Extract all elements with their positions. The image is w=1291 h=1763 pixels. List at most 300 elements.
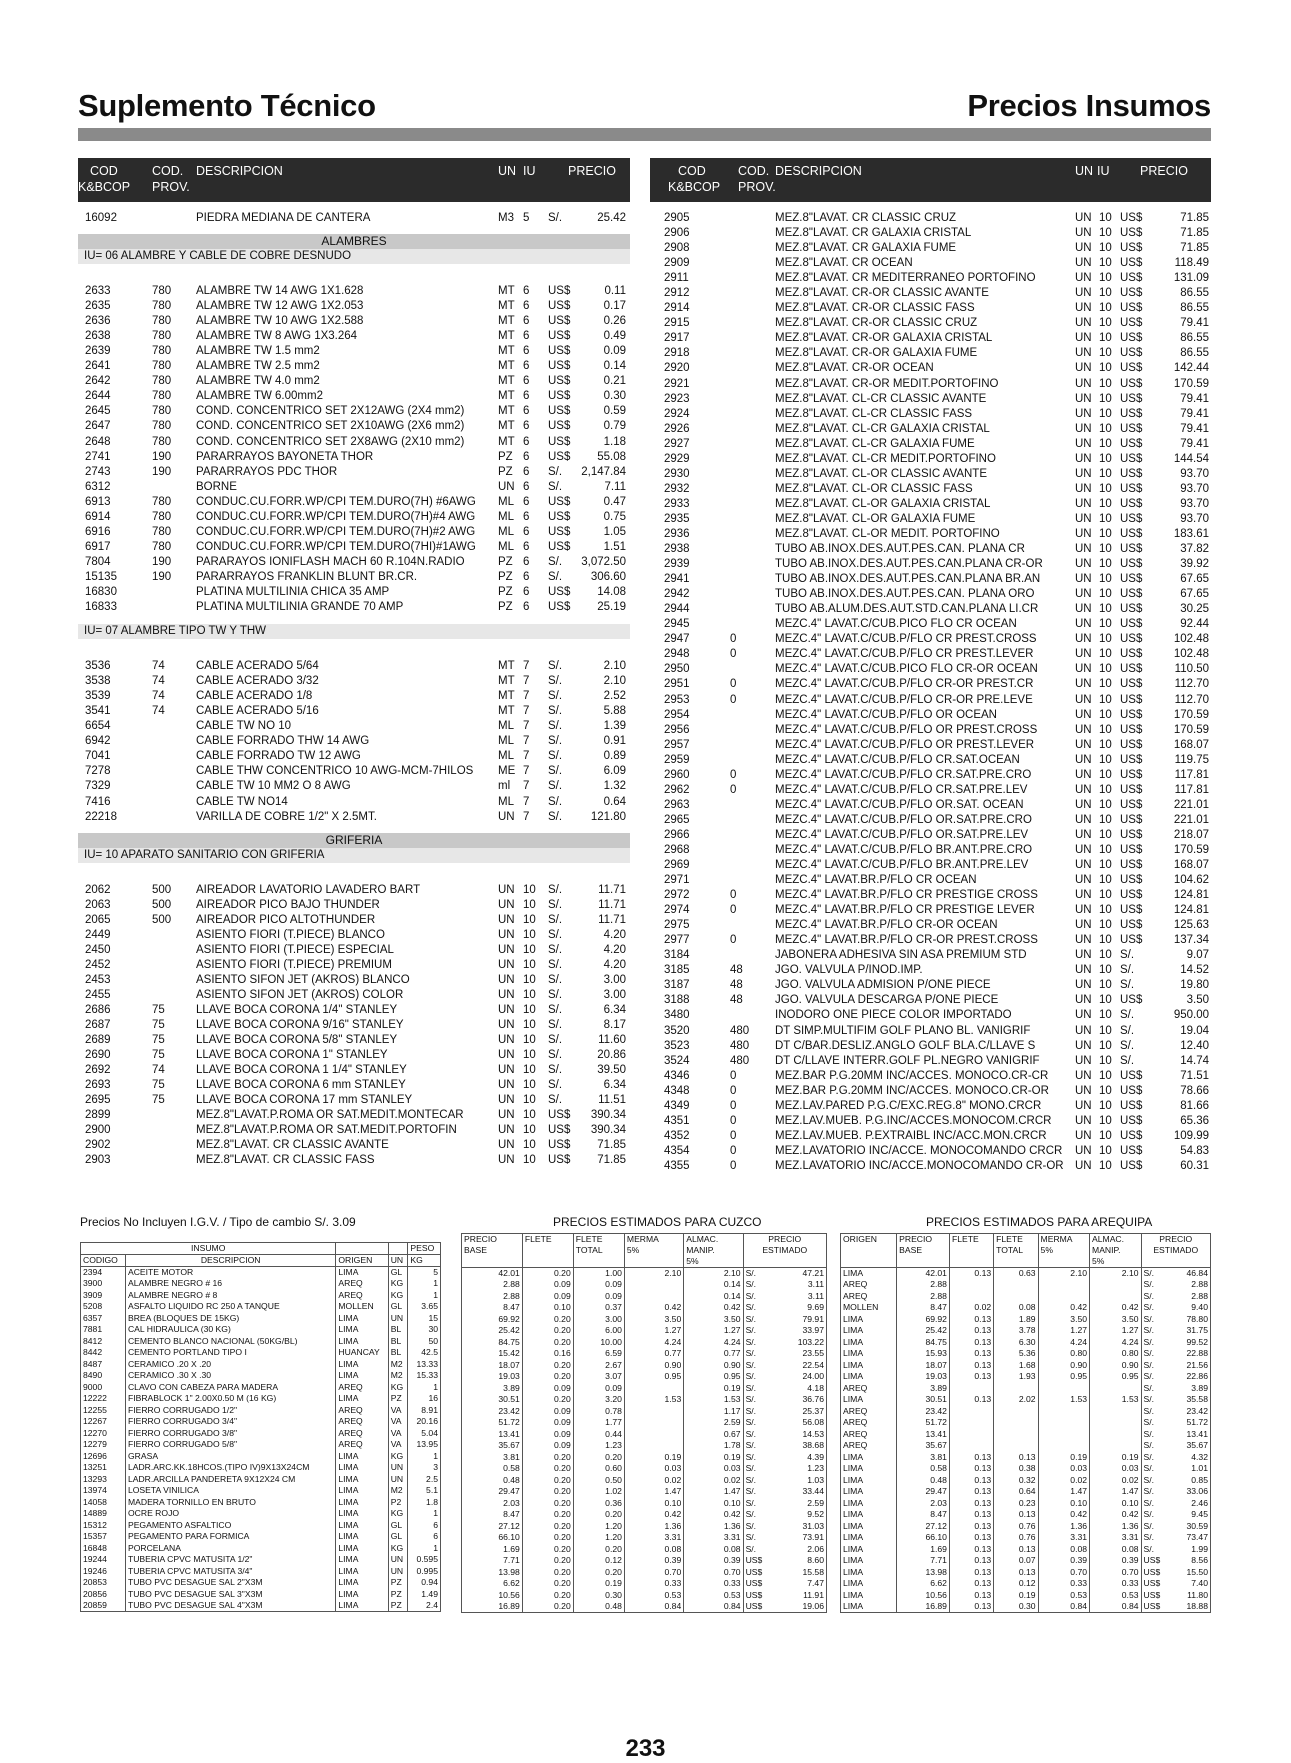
cell-un: UN xyxy=(1075,407,1092,420)
cell-origen: LIMA xyxy=(336,1554,388,1566)
cell-currency: US$ xyxy=(1120,362,1143,375)
head-line: 5% xyxy=(1092,1256,1105,1266)
cell-codprov: 0 xyxy=(730,1099,737,1112)
col-un: UN xyxy=(1075,164,1094,178)
cell-iu: 10 xyxy=(1099,377,1112,390)
cell-merma: 0.70 xyxy=(1038,1567,1089,1579)
table-row xyxy=(78,1123,630,1138)
cell-currency: S/. xyxy=(548,1079,563,1092)
cell-base: 84.75 xyxy=(462,1337,523,1349)
cell-currency: S/. xyxy=(743,1348,777,1360)
table-row xyxy=(78,913,630,928)
cell-merma: 3.31 xyxy=(1038,1532,1089,1544)
cell-currency: S/. xyxy=(1141,1314,1172,1326)
cell-price: 1.39 xyxy=(603,720,626,733)
gap xyxy=(78,202,630,211)
cell-origen: LIMA xyxy=(841,1452,897,1464)
cell-merma: 0.33 xyxy=(624,1578,683,1590)
head-line: BASE xyxy=(464,1245,487,1255)
cell-origen: LIMA xyxy=(841,1314,897,1326)
cuzco-row xyxy=(462,1417,827,1429)
cell-price: 112.70 xyxy=(1174,678,1209,691)
cuzco-row xyxy=(462,1475,827,1487)
cell-un: UN xyxy=(498,1079,515,1092)
insumo-row xyxy=(81,1393,441,1405)
cell-un: UN xyxy=(498,1139,515,1152)
cell-un: UN xyxy=(498,1034,515,1047)
cell-base: 13.98 xyxy=(462,1567,523,1579)
cell-total xyxy=(994,1291,1038,1303)
cuzco-row xyxy=(462,1337,827,1349)
cell-base: 7.71 xyxy=(462,1555,523,1567)
cell-cod: 16092 xyxy=(85,212,117,224)
cell-codprov: 780 xyxy=(152,330,172,343)
cell-cod: 2977 xyxy=(664,934,690,947)
cell-iu: 6 xyxy=(523,420,530,433)
cell-un: UN xyxy=(1075,1069,1092,1082)
cell-flete: 0.13 xyxy=(949,1268,993,1280)
cell-un: UN xyxy=(1075,452,1092,465)
cell-iu: 10 xyxy=(1099,919,1112,932)
cell-un: UN xyxy=(498,1049,515,1062)
cell-merma: 0.02 xyxy=(1038,1475,1089,1487)
cell-estimado: 14.53 xyxy=(802,1428,824,1439)
head-line: MERMA xyxy=(626,1234,659,1244)
table-row xyxy=(78,883,630,898)
cell-desc: LLAVE BOCA CORONA 5/8" STANLEY xyxy=(196,1034,398,1047)
cell-codigo: 20856 xyxy=(81,1589,126,1601)
table-row xyxy=(78,958,630,973)
insumo-row xyxy=(81,1531,441,1543)
cell-currency: US$ xyxy=(1120,497,1143,510)
cell-currency: S/. xyxy=(1141,1498,1172,1510)
table-row xyxy=(650,783,1211,798)
cell-cod: 2741 xyxy=(85,450,111,463)
insumo-row xyxy=(81,1313,441,1325)
cell-merma: 0.03 xyxy=(624,1463,683,1475)
cell-currency: US$ xyxy=(1120,1114,1143,1127)
cell-almac: 3.31 xyxy=(684,1532,743,1544)
insumo-row xyxy=(81,1439,441,1451)
cell-codigo: 14058 xyxy=(81,1497,126,1509)
cell-flete: 0.09 xyxy=(522,1429,573,1441)
cell-peso: 16 xyxy=(408,1393,441,1405)
cell-iu: 10 xyxy=(1099,1024,1112,1037)
cell-cod: 2951 xyxy=(664,678,690,691)
cell-flete: 0.20 xyxy=(522,1360,573,1372)
cell-un: UN xyxy=(1075,859,1092,872)
insumo-row xyxy=(81,1324,441,1336)
cell-base: 13.41 xyxy=(462,1429,523,1441)
cell-codigo: 19246 xyxy=(81,1566,126,1578)
cell-desc: CABLE ACERADO 1/8 xyxy=(196,690,313,703)
cell-price: 19.04 xyxy=(1180,1024,1209,1037)
cell-origen: AREQ xyxy=(841,1429,897,1441)
cell-flete: 0.09 xyxy=(522,1383,573,1395)
cell-codprov: 780 xyxy=(152,300,172,313)
table-row xyxy=(78,659,630,674)
cell-almac: 0.03 xyxy=(684,1463,743,1475)
cell-cod: 2900 xyxy=(85,1124,111,1137)
cell-price: 109.99 xyxy=(1173,1129,1209,1142)
cell-desc: CEMENTO BLANCO NACIONAL (50KG/BL) xyxy=(125,1336,335,1348)
insumo-row xyxy=(81,1359,441,1371)
cell-codprov: 0 xyxy=(730,1084,737,1097)
cell-merma xyxy=(1038,1291,1089,1303)
cell-price: 86.55 xyxy=(1180,347,1209,360)
cell-desc: TUBO AB.ALUM.DES.AUT.STD.CAN.PLANA LI.CR xyxy=(775,603,1039,616)
cuzco-row xyxy=(462,1440,827,1452)
cell-origen: LIMA xyxy=(336,1267,388,1279)
cell-iu: 10 xyxy=(1099,558,1112,571)
head-line: TOTAL xyxy=(575,1245,603,1255)
table-row xyxy=(650,1114,1211,1129)
cell-un: UN xyxy=(1075,1009,1092,1022)
cell-un: UN xyxy=(498,958,515,971)
arequipa-row xyxy=(841,1544,1211,1556)
cell-merma xyxy=(1038,1383,1089,1395)
cell-cod: 3188 xyxy=(664,994,690,1007)
cell-total: 0.63 xyxy=(994,1268,1038,1280)
table-row xyxy=(650,437,1211,452)
cell-currency: US$ xyxy=(1120,467,1143,480)
cell-desc: TUBO AB.INOX.DES.AUT.PES.CAN.PLANA BR.AN xyxy=(775,573,1041,586)
cell-desc: ALAMBRE TW 1.5 mm2 xyxy=(196,345,320,358)
cell-almac: 0.90 xyxy=(1090,1360,1141,1372)
cell-codigo: 3909 xyxy=(81,1290,126,1302)
cell-desc: JGO. VALVULA P/INOD.IMP. xyxy=(775,964,923,977)
cell-currency: S/. xyxy=(743,1406,777,1418)
cell-merma: 4.24 xyxy=(1038,1337,1089,1349)
head-line: FLETE xyxy=(951,1234,979,1244)
cell-un: UN xyxy=(1075,347,1092,360)
cell-estimado: 4.32 xyxy=(1191,1451,1208,1462)
cell-desc: MEZ.8"LAVAT. CR GALAXIA CRISTAL xyxy=(775,227,972,240)
cell-almac: 1.78 xyxy=(684,1440,743,1452)
head-line: BASE xyxy=(899,1245,923,1255)
cell-almac: 0.84 xyxy=(684,1601,743,1613)
cell-peso: 42.5 xyxy=(408,1347,441,1359)
cell-cod: 3185 xyxy=(664,964,690,977)
cell-price: 221.01 xyxy=(1173,798,1209,811)
cell-total: 0.60 xyxy=(573,1463,624,1475)
cell-iu: 10 xyxy=(1099,843,1112,856)
cell-currency: S/. xyxy=(1120,1024,1135,1037)
cell-un: MT xyxy=(498,330,515,343)
cell-estimado: 31.03 xyxy=(802,1520,824,1531)
cell-iu: 6 xyxy=(523,585,530,598)
cell-flete: 0.20 xyxy=(522,1532,573,1544)
table-row xyxy=(650,226,1211,241)
cell-desc: MEZ.8"LAVAT. CR-OR OCEAN xyxy=(775,362,934,375)
cell-price: 71.85 xyxy=(1180,242,1209,255)
cell-codigo: 9000 xyxy=(81,1382,126,1394)
cell-flete: 0.13 xyxy=(949,1371,993,1383)
cell-merma: 0.33 xyxy=(1038,1578,1089,1590)
cell-price: 79.41 xyxy=(1180,317,1209,330)
cell-almac xyxy=(1090,1279,1141,1291)
gap xyxy=(78,615,630,624)
cell-currency: US$ xyxy=(1120,332,1143,345)
cell-currency: S/. xyxy=(1141,1279,1172,1291)
cell-un: UN xyxy=(1075,437,1092,450)
cell-un: UN xyxy=(1075,287,1092,300)
cell-currency: S/. xyxy=(743,1291,777,1303)
cell-codigo: 8487 xyxy=(81,1359,126,1371)
cell-price: 118.49 xyxy=(1174,257,1209,270)
cell-estimado: 13.41 xyxy=(1186,1428,1208,1439)
cell-un: MT xyxy=(498,375,515,388)
cell-cod: 2917 xyxy=(664,332,690,345)
cell-codprov: 0 xyxy=(730,934,737,947)
cell-currency: US$ xyxy=(1120,1144,1143,1157)
cell-codprov: 500 xyxy=(152,883,172,896)
cell-cod: 2449 xyxy=(85,928,111,941)
table-row xyxy=(650,738,1211,753)
cell-origen: AREQ xyxy=(841,1417,897,1429)
cell-desc: MEZ.8"LAVAT. CL-CR CLASSIC FASS xyxy=(775,407,973,420)
cell-peso: 2.5 xyxy=(408,1474,441,1486)
table-row xyxy=(78,555,630,570)
cell-un: KG xyxy=(388,1382,408,1394)
cell-almac: 0.08 xyxy=(684,1544,743,1556)
cell-iu: 6 xyxy=(523,465,530,478)
cell-estimado: 73.91 xyxy=(802,1532,824,1542)
cell-origen: LIMA xyxy=(336,1589,388,1601)
cell-currency: US$ xyxy=(1120,708,1143,721)
table-row xyxy=(650,392,1211,407)
col-desc: DESCRIPCION xyxy=(775,164,862,178)
cell-un: UN xyxy=(498,1124,515,1137)
cell-peso: 50 xyxy=(408,1336,441,1348)
cell-price: 102.48 xyxy=(1173,648,1209,661)
cell-origen: LIMA xyxy=(336,1485,388,1497)
cell-desc: BREA (BLOQUES DE 15KG) xyxy=(125,1313,335,1325)
cell-desc: CONDUC.CU.FORR.WP/CPI TEM.DURO(7HI)#1AWG xyxy=(196,540,476,553)
cell-total: 0.30 xyxy=(994,1601,1038,1613)
cell-currency: S/. xyxy=(1141,1475,1172,1487)
table-row xyxy=(78,1018,630,1033)
cell-peso: 1 xyxy=(408,1382,441,1394)
cell-un: UN xyxy=(1075,798,1092,811)
cell-total: 0.07 xyxy=(994,1555,1038,1567)
cell-price: 11.51 xyxy=(598,1094,626,1107)
cell-cod: 2743 xyxy=(85,465,111,478)
cell-almac xyxy=(1090,1440,1141,1452)
cell-currency: US$ xyxy=(548,300,571,313)
cell-un: KG xyxy=(388,1278,408,1290)
cell-codigo: 15357 xyxy=(81,1531,126,1543)
head-line: 5% xyxy=(686,1256,699,1266)
cell-estimado: 38.68 xyxy=(802,1440,824,1450)
cell-currency: S/. xyxy=(1141,1406,1172,1418)
cell-currency: S/. xyxy=(548,1034,563,1047)
cell-iu: 10 xyxy=(523,1079,536,1092)
cell-un: UN xyxy=(1075,1054,1092,1067)
cell-estimado: 4.18 xyxy=(807,1382,824,1393)
cell-almac: 0.03 xyxy=(1090,1463,1141,1475)
cell-base: 10.56 xyxy=(462,1590,523,1602)
insumo-row xyxy=(81,1416,441,1428)
cell-flete: 0.13 xyxy=(949,1337,993,1349)
cell-codprov: 0 xyxy=(730,889,737,902)
cell-un: BL xyxy=(388,1347,408,1359)
cell-price: 0.89 xyxy=(603,750,626,763)
cell-base: 51.72 xyxy=(897,1417,950,1429)
arequipa-row xyxy=(841,1325,1211,1337)
section-line-iu06: IU= 06 ALAMBRE Y CABLE DE COBRE DESNUDO xyxy=(78,249,630,264)
cell-codprov: 0 xyxy=(730,1114,737,1127)
cell-estimado: 35.58 xyxy=(1186,1394,1208,1404)
head-codigo: CODIGO xyxy=(81,1255,126,1267)
cell-origen: LIMA xyxy=(841,1325,897,1337)
cell-iu: 10 xyxy=(523,883,536,896)
cell-un: MT xyxy=(498,675,515,688)
table-row xyxy=(78,1048,630,1063)
arequipa-row xyxy=(841,1440,1211,1452)
cell-desc: TUBERIA CPVC MATUSITA 1/2" xyxy=(125,1554,335,1566)
cell-iu: 10 xyxy=(523,1049,536,1062)
cell-un: UN xyxy=(388,1474,408,1486)
cell-un: PZ xyxy=(388,1600,408,1612)
cell-un: UN xyxy=(498,1003,515,1016)
head-line: MERMA xyxy=(1040,1234,1073,1244)
cuzco-row xyxy=(462,1348,827,1360)
cell-un: UN xyxy=(388,1554,408,1566)
cell-cod: 2636 xyxy=(85,315,111,328)
cell-merma: 2.10 xyxy=(624,1268,683,1280)
cell-estimado: 3.89 xyxy=(1191,1382,1208,1393)
cell-desc: ALAMBRE TW 6.00mm2 xyxy=(196,390,323,403)
cell-iu: 10 xyxy=(1099,934,1112,947)
header-divider xyxy=(78,128,1211,141)
cell-origen: LIMA xyxy=(841,1601,897,1613)
cell-un: ml xyxy=(498,780,511,793)
gap xyxy=(78,863,630,883)
head-col xyxy=(949,1234,993,1268)
cell-iu: 10 xyxy=(1099,708,1112,721)
cell-peso: 2.4 xyxy=(408,1600,441,1612)
cell-iu: 10 xyxy=(523,943,536,956)
cell-cod: 2969 xyxy=(664,859,690,872)
cell-almac: 0.19 xyxy=(684,1452,743,1464)
cell-price: 168.07 xyxy=(1173,738,1209,751)
cell-merma: 0.42 xyxy=(624,1302,683,1314)
cell-price: 37.82 xyxy=(1180,543,1209,556)
cell-cod: 2641 xyxy=(85,360,111,373)
cell-desc: ACEITE MOTOR xyxy=(125,1267,335,1279)
cell-currency: US$ xyxy=(1120,663,1143,676)
cell-price: 81.66 xyxy=(1180,1099,1209,1112)
cell-peso: 1.49 xyxy=(408,1589,441,1601)
cell-estimado: 33.97 xyxy=(802,1325,824,1335)
cell-price: 121.80 xyxy=(590,810,626,823)
cell-price: 0.49 xyxy=(603,330,626,343)
cell-cod: 4349 xyxy=(664,1099,690,1112)
cell-desc: ASFALTO LIQUIDO RC 250 A TANQUE xyxy=(125,1301,335,1313)
cell-iu: 10 xyxy=(523,1064,536,1077)
cell-almac: 0.80 xyxy=(1090,1348,1141,1360)
cell-flete: 0.09 xyxy=(522,1406,573,1418)
cell-iu: 7 xyxy=(523,765,530,778)
table-row xyxy=(78,764,630,779)
cell-codprov: 75 xyxy=(152,1019,165,1032)
cell-origen: LIMA xyxy=(336,1313,388,1325)
cell-price: 39.50 xyxy=(597,1064,626,1077)
cell-total xyxy=(994,1406,1038,1418)
cell-origen: LIMA xyxy=(336,1520,388,1532)
cell-currency: S/. xyxy=(743,1429,777,1441)
cell-total: 0.64 xyxy=(994,1486,1038,1498)
cell-un: UN xyxy=(1075,527,1092,540)
cell-currency: US$ xyxy=(743,1555,777,1567)
cell-un: MT xyxy=(498,705,515,718)
table-row xyxy=(650,933,1211,948)
cell-currency: US$ xyxy=(1120,573,1143,586)
cell-currency: US$ xyxy=(743,1590,777,1602)
cell-desc: MEZ.8"LAVAT. CL-OR CLASSIC AVANTE xyxy=(775,467,987,480)
cell-un: UN xyxy=(1075,212,1092,224)
cell-iu: 10 xyxy=(1099,1129,1112,1142)
cell-base: 51.72 xyxy=(462,1417,523,1429)
cell-total: 5.36 xyxy=(994,1348,1038,1360)
table-row xyxy=(650,316,1211,331)
cell-origen: AREQ xyxy=(336,1290,388,1302)
cell-desc: MEZ.8"LAVAT. CR-OR GALAXIA FUME xyxy=(775,347,978,360)
cell-estimado: 2.59 xyxy=(807,1497,824,1508)
head-line: PRECIO xyxy=(464,1234,497,1244)
col-kbcop: K&BCOP xyxy=(668,180,721,194)
cell-iu: 10 xyxy=(523,958,536,971)
cell-currency: S/. xyxy=(548,810,563,823)
cell-un: UN xyxy=(1075,738,1092,751)
cell-currency: US$ xyxy=(1120,527,1143,540)
cell-merma: 0.10 xyxy=(1038,1498,1089,1510)
cell-currency: US$ xyxy=(1141,1590,1172,1602)
cell-currency: S/. xyxy=(1141,1348,1172,1360)
cell-currency: US$ xyxy=(1120,1099,1143,1112)
cell-almac: 0.02 xyxy=(684,1475,743,1487)
cell-desc: TUBO AB.INOX.DES.AUT.PES.CAN.PLANA CR-OR xyxy=(775,558,1043,571)
head-col xyxy=(684,1234,743,1268)
cell-iu: 10 xyxy=(1099,889,1112,902)
cell-flete: 0.13 xyxy=(949,1590,993,1602)
cell-estimado: 2.06 xyxy=(807,1543,824,1554)
cell-flete: 0.20 xyxy=(522,1486,573,1498)
cell-cod: 2906 xyxy=(664,227,690,240)
cell-codigo: 13251 xyxy=(81,1462,126,1474)
table-row xyxy=(78,749,630,764)
cell-un: UN xyxy=(1075,919,1092,932)
cell-codprov: 480 xyxy=(730,1024,750,1037)
insumo-row xyxy=(81,1485,441,1497)
cell-cod: 2689 xyxy=(85,1034,111,1047)
cell-desc: ALAMBRE NEGRO # 16 xyxy=(125,1278,335,1290)
table-row xyxy=(78,943,630,958)
cell-codigo: 12696 xyxy=(81,1451,126,1463)
cell-currency: US$ xyxy=(1120,904,1143,917)
cell-iu: 7 xyxy=(523,720,530,733)
cell-price: 11.71 xyxy=(598,913,626,926)
cell-currency: US$ xyxy=(1120,648,1143,661)
cell-origen: AREQ xyxy=(336,1416,388,1428)
cell-estimado: 22.86 xyxy=(1186,1371,1208,1381)
cell-total: 0.20 xyxy=(573,1452,624,1464)
cell-currency: S/. xyxy=(1120,1039,1135,1052)
cell-codprov: 780 xyxy=(152,375,172,388)
cell-price: 79.41 xyxy=(1180,407,1209,420)
cell-iu: 6 xyxy=(523,450,530,463)
